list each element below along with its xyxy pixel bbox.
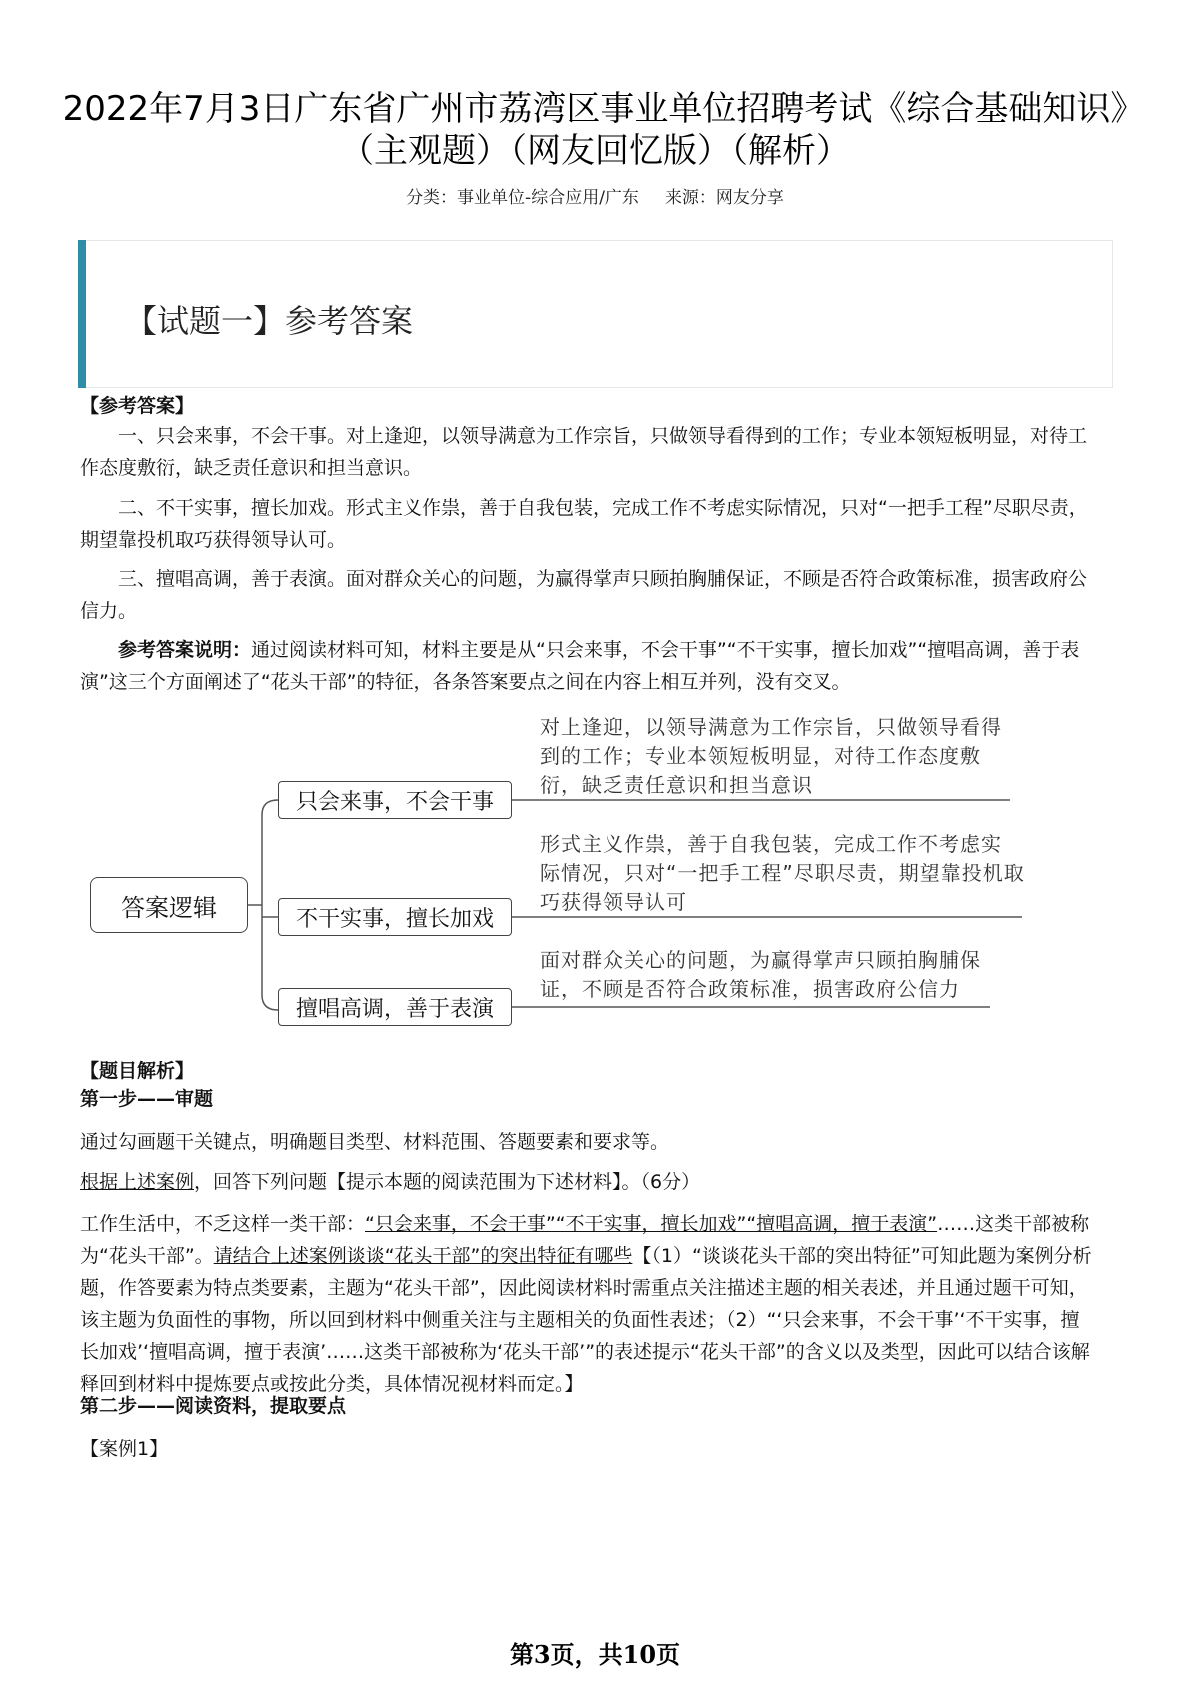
mindmap-root: 答案逻辑 xyxy=(90,877,248,933)
category-label: 分类：事业单位-综合应用/广东 xyxy=(406,188,639,208)
question-rest: ，回答下列问题【提示本题的阅读范围为下述材料】。（6分） xyxy=(194,1171,701,1193)
case-label: 【案例1】 xyxy=(80,1438,169,1460)
question-line xyxy=(80,1166,1092,1198)
mindmap-branch-1: 只会来事，不会干事 xyxy=(278,781,512,819)
para-text: 工作生活中，不乏这样一类干部： xyxy=(80,1213,366,1235)
answer-note xyxy=(80,634,1092,698)
document-title: 2022年7月3日广东省广州市荔湾区事业单位招聘考试《综合基础知识》（主观题）（网友回忆版）（解析） xyxy=(62,89,1128,171)
para-underlined-quote: “只会来事，不会干事”“不干实事，擅长加戏”“擅唱高调，擅于表演” xyxy=(365,1213,938,1235)
answer-point-1: 一、只会来事，不会干事。对上逢迎，以领导满意为工作宗旨，只做领导看得到的工作；专业本领短板明显，对待工作态度敷衍，缺乏责任意识和担当意识。 xyxy=(80,425,1088,479)
detail-line: 到的工作；专业本领短板明显，对待工作态度敷 xyxy=(540,744,981,768)
para-text: 【（1）“谈谈花头干部的突出特征”可知此题为案例分析题，作答要素为特点类要素，主题为“花头干部”，因此阅读材料时需重点关注描述主题的相关表述，并且通过题干可知，该主题为负面性的事物，所以回到材料中侧重关注与主题相关的负面性表述；（2）“‘只会来事，不会干事’‘不干实事，擅长加戏’‘擅唱高调，擅于表演’……这类干部被称为‘花头干部’”的表述提示“花头干部”的含义以及类型，因此可以结合该解释回到材料中提炼要点或按此分类，具体情况视材料而定。】 xyxy=(80,1245,1092,1395)
mindmap-detail-1 xyxy=(540,713,1002,800)
detail-line: 形式主义作祟，善于自我包装，完成工作不考虑实 xyxy=(540,832,1002,856)
step-2-title: 第二步——阅读资料，提取要点 xyxy=(80,1395,347,1417)
detail-line: 巧获得领导认可 xyxy=(540,890,687,914)
answer-heading: 【参考答案】 xyxy=(80,395,195,417)
mindmap-branch-3: 擅唱高调，善于表演 xyxy=(278,988,512,1026)
mindmap-detail-3 xyxy=(540,946,981,1004)
para-underlined-question: 请结合上述案例谈谈“花头干部”的突出特征有哪些 xyxy=(213,1245,633,1267)
section-accent-bar xyxy=(78,240,86,388)
detail-line: 际情况，只对“一把手工程”尽职尽责，期望靠投机取 xyxy=(540,861,1025,885)
detail-line: 证，不顾是否符合政策标准，损害政府公信力 xyxy=(540,977,960,1001)
answer-note-text: 通过阅读材料可知，材料主要是从“只会来事，不会干事”“不干实事，擅长加戏”“擅唱高调，善于表演”这三个方面阐述了“花头干部”的特征，各条答案要点之间在内容上相互并列，没有交叉。 xyxy=(80,639,1080,693)
mindmap-branch-2: 不干实事，擅长加戏 xyxy=(278,898,512,936)
detail-line: 衍，缺乏责任意识和担当意识 xyxy=(540,773,813,797)
answer-point-3: 三、擅唱高调，善于表演。面对群众关心的问题，为赢得掌声只顾拍胸脯保证，不顾是否符合政策标准，损害政府公信力。 xyxy=(80,568,1088,622)
mindmap-detail-2 xyxy=(540,830,1025,917)
section-title: 【试题一】参考答案 xyxy=(125,302,414,340)
para-text: ……这类干部被称为“花头干部”。 xyxy=(80,1213,1090,1267)
analysis-heading: 【题目解析】 xyxy=(80,1060,195,1082)
detail-line: 面对群众关心的问题，为赢得掌声只顾拍胸脯保 xyxy=(540,948,981,972)
analysis-paragraph xyxy=(80,1208,1092,1400)
detail-line: 对上逢迎，以领导满意为工作宗旨，只做领导看得 xyxy=(540,715,1002,739)
source-label: 来源：网友分享 xyxy=(664,188,784,208)
answer-point-2: 二、不干实事，擅长加戏。形式主义作祟，善于自我包装，完成工作不考虑实际情况，只对“一把手工程”尽职尽责，期望靠投机取巧获得领导认可。 xyxy=(80,497,1088,551)
document-meta xyxy=(0,183,1190,208)
page-number: 第3页，共10页 xyxy=(509,1640,681,1669)
answer-note-label: 参考答案说明： xyxy=(118,639,252,661)
step-1-text: 通过勾画题干关键点，明确题目类型、材料范围、答题要素和要求等。 xyxy=(80,1131,670,1153)
step-1-title: 第一步——审题 xyxy=(80,1088,214,1110)
question-underlined: 根据上述案例 xyxy=(80,1171,195,1193)
